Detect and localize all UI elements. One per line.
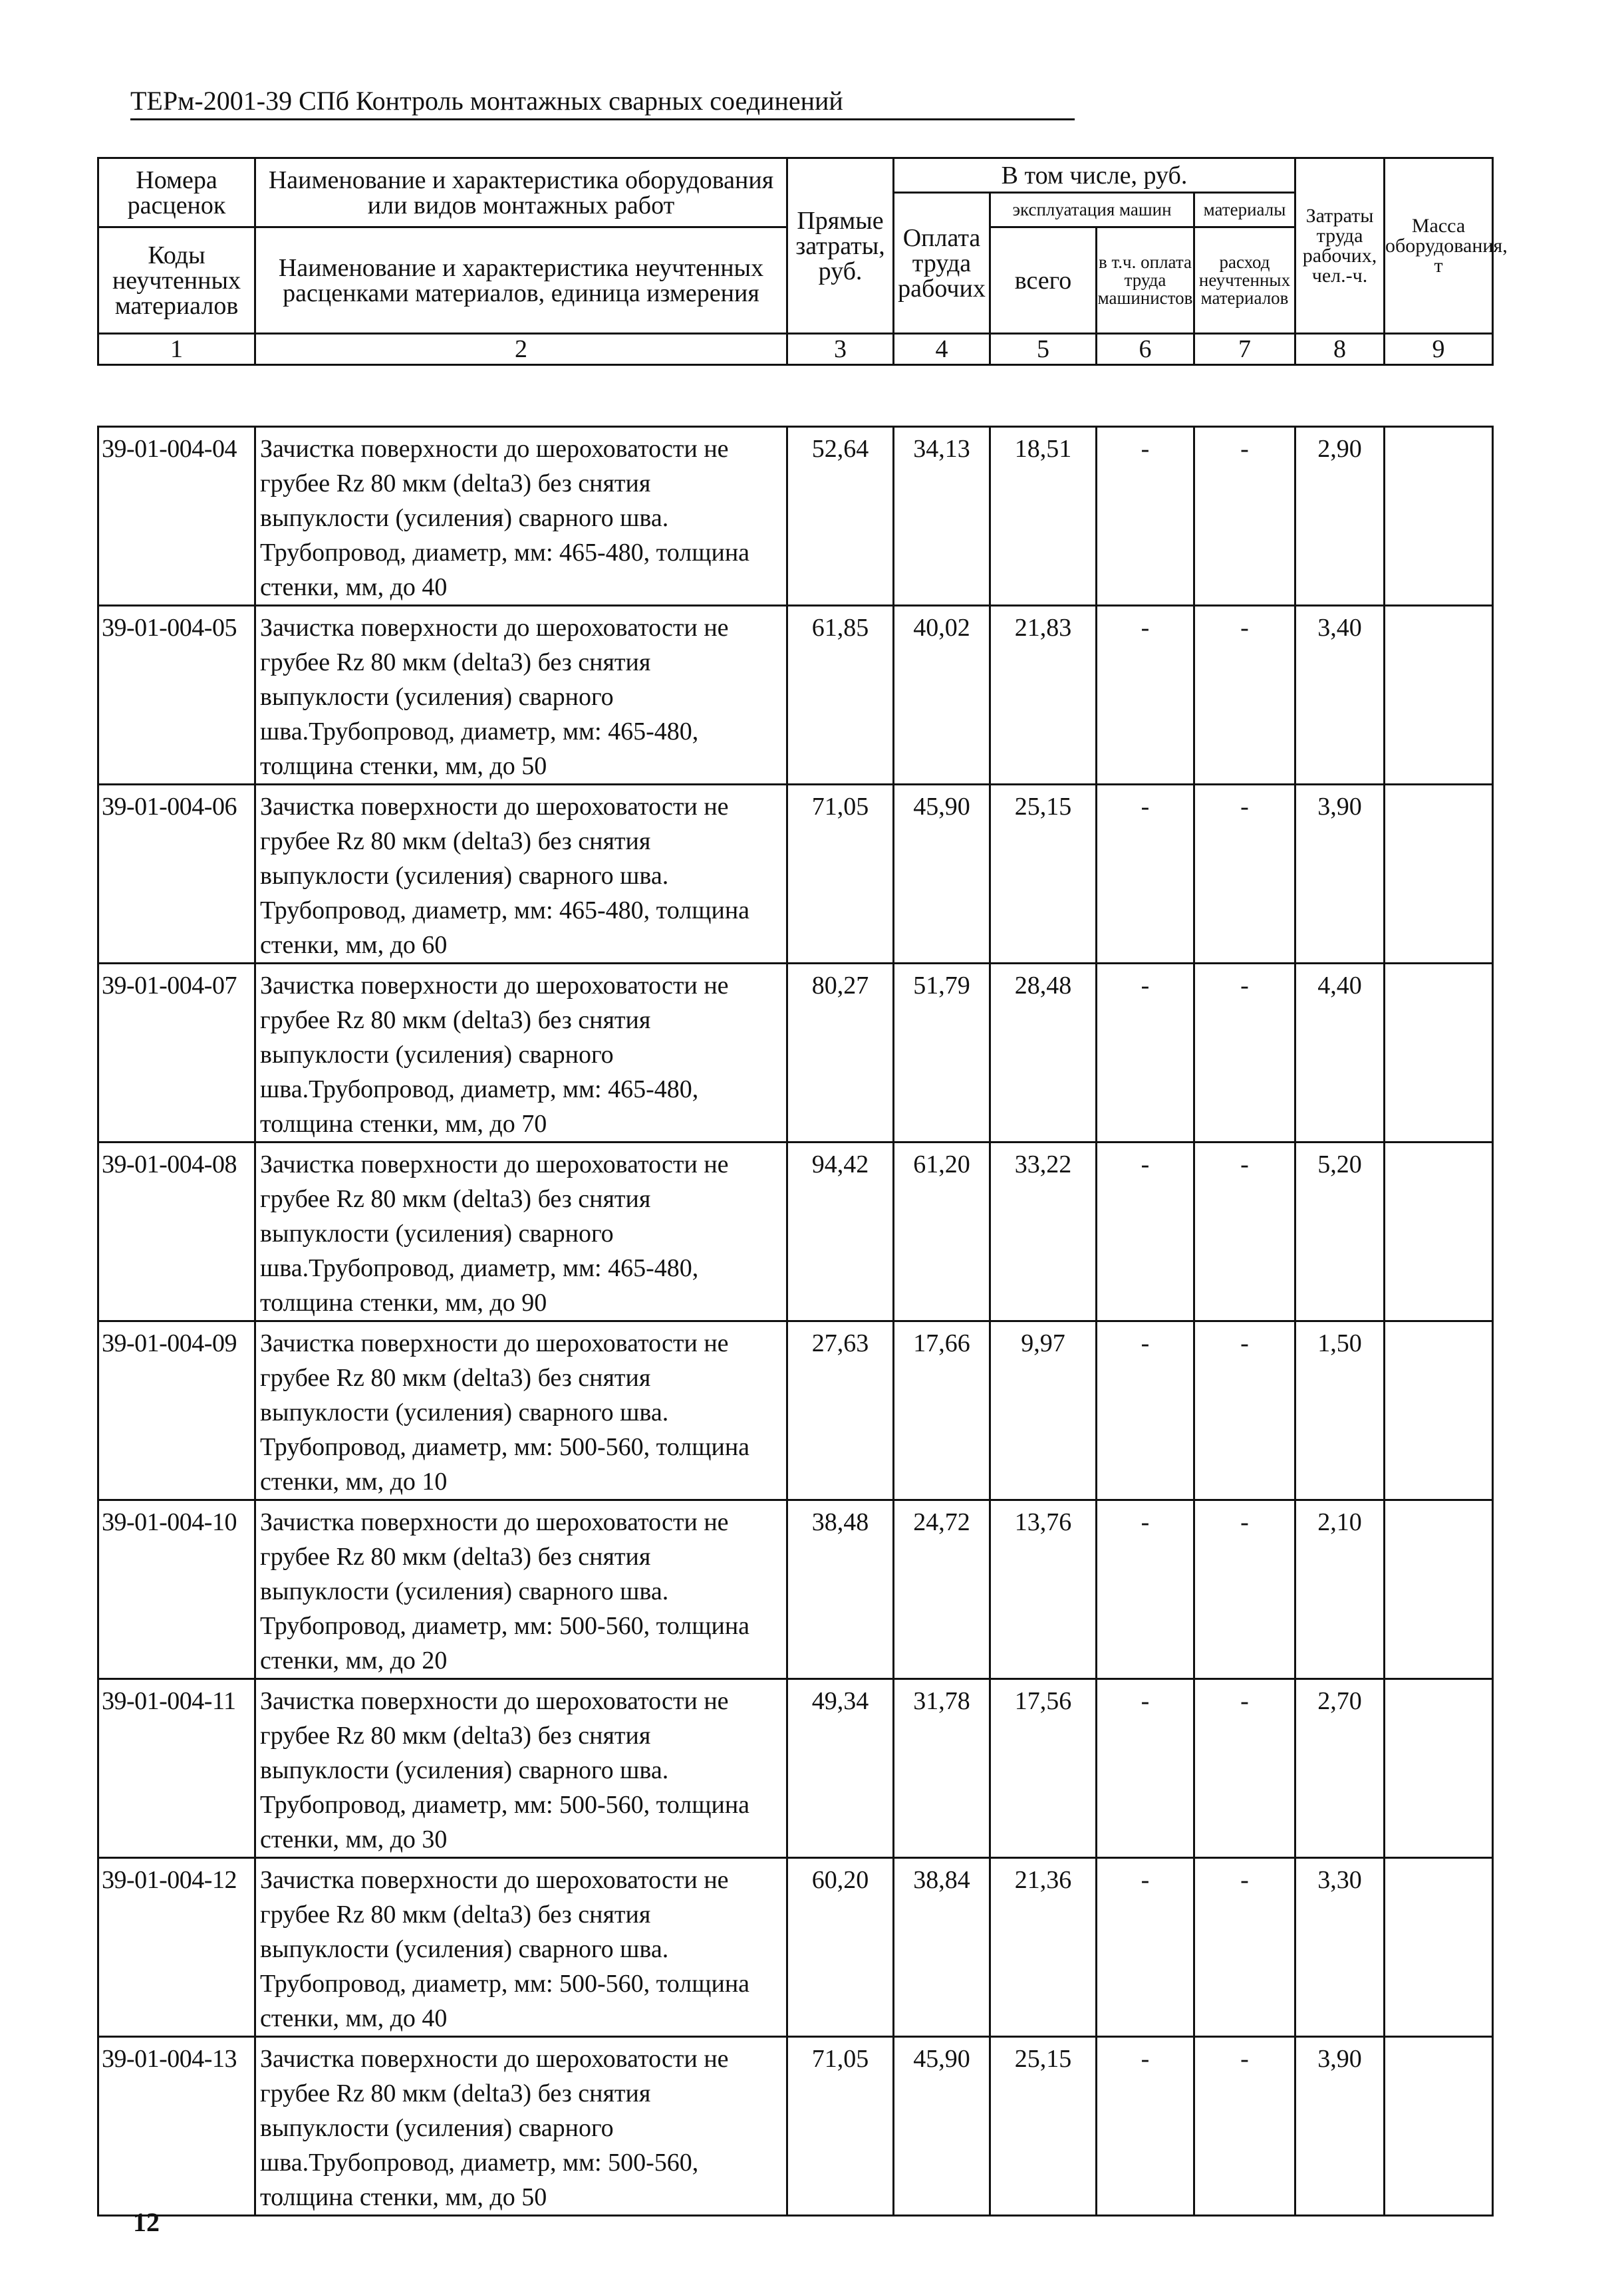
equipment-mass-value (1385, 606, 1493, 785)
materials-value: - (1194, 1679, 1295, 1858)
labor-pay-value: 51,79 (894, 964, 990, 1142)
rate-code: 39-01-004-10 (98, 1500, 255, 1679)
machinist-pay-value: - (1097, 785, 1194, 964)
work-description: Зачистка поверхности до шероховатости не грубее Rz 80 мкм (delta3) без снятия выпуклости (усиления) сварного шва.Трубопровод, диаметр, мм: 465-480, толщина стенки, мм, до 50 (255, 606, 787, 785)
work-description: Зачистка поверхности до шероховатости не грубее Rz 80 мкм (delta3) без снятия выпуклости (усиления) сварного шва.Трубопровод, диаметр, мм: 500-560, толщина стенки, мм, до 50 (255, 2037, 787, 2216)
equipment-mass-value (1385, 1679, 1493, 1858)
labor-hours-value: 3,90 (1295, 2037, 1385, 2216)
materials-value: - (1194, 964, 1295, 1142)
equipment-mass-value (1385, 1500, 1493, 1679)
labor-pay-value: 31,78 (894, 1679, 990, 1858)
direct-costs-value: 60,20 (787, 1858, 894, 2037)
rate-code: 39-01-004-08 (98, 1142, 255, 1321)
machines-total-value: 13,76 (990, 1500, 1097, 1679)
direct-costs-value: 61,85 (787, 606, 894, 785)
direct-costs-value: 94,42 (787, 1142, 894, 1321)
labor-hours-value: 2,70 (1295, 1679, 1385, 1858)
machines-total-value: 17,56 (990, 1679, 1097, 1858)
machines-total-value: 25,15 (990, 785, 1097, 964)
page-number: 12 (133, 2207, 160, 2237)
machines-total-value: 33,22 (990, 1142, 1097, 1321)
col-number: 1 (98, 334, 255, 365)
rates-numbers-header: Номера расценок (98, 158, 255, 227)
rate-code: 39-01-004-06 (98, 785, 255, 964)
col-number: 5 (990, 334, 1097, 365)
labor-pay-value: 61,20 (894, 1142, 990, 1321)
equipment-mass-value (1385, 964, 1493, 1142)
equipment-mass-value (1385, 1321, 1493, 1500)
materials-name-header: Наименование и характеристика неучтенных расценками материалов, единица измерения (255, 227, 787, 334)
work-description: Зачистка поверхности до шероховатости не грубее Rz 80 мкм (delta3) без снятия выпуклости (усиления) сварного шва. Трубопровод, диаметр, мм: 465-480, толщина стенки, мм, до 60 (255, 785, 787, 964)
rate-code: 39-01-004-13 (98, 2037, 255, 2216)
column-numbers-row (98, 334, 1493, 365)
direct-costs-value: 38,48 (787, 1500, 894, 1679)
rate-code: 39-01-004-07 (98, 964, 255, 1142)
machines-total-value: 28,48 (990, 964, 1097, 1142)
page-header: ТЕРм-2001-39 СПб Контроль монтажных сварных соединений (130, 85, 1075, 120)
labor-pay-header: Оплата труда рабочих (894, 193, 990, 334)
machine-operation-header: эксплуатация машин (990, 193, 1194, 227)
materials-value: - (1194, 1858, 1295, 2037)
equipment-mass-value (1385, 1858, 1493, 2037)
work-description: Зачистка поверхности до шероховатости не грубее Rz 80 мкм (delta3) без снятия выпуклости (усиления) сварного шва. Трубопровод, диаметр, мм: 465-480, толщина стенки, мм, до 40 (255, 427, 787, 606)
labor-pay-value: 24,72 (894, 1500, 990, 1679)
direct-costs-header: Прямые затраты, руб. (787, 158, 894, 334)
col-number: 4 (894, 334, 990, 365)
labor-hours-value: 2,10 (1295, 1500, 1385, 1679)
rates-table (97, 426, 1494, 2217)
work-description: Зачистка поверхности до шероховатости не грубее Rz 80 мкм (delta3) без снятия выпуклости (усиления) сварного шва. Трубопровод, диаметр, мм: 500-560, толщина стенки, мм, до 10 (255, 1321, 787, 1500)
labor-hours-value: 3,30 (1295, 1858, 1385, 2037)
work-name-header: Наименование и характеристика оборудования или видов монтажных работ (255, 158, 787, 227)
machinist-pay-value: - (1097, 964, 1194, 1142)
materials-value: - (1194, 1142, 1295, 1321)
direct-costs-value: 27,63 (787, 1321, 894, 1500)
materials-value: - (1194, 427, 1295, 606)
machines-total-header: всего (990, 227, 1097, 334)
machines-total-value: 21,83 (990, 606, 1097, 785)
materials-value: - (1194, 1500, 1295, 1679)
labor-pay-value: 34,13 (894, 427, 990, 606)
rate-code: 39-01-004-12 (98, 1858, 255, 2037)
codes-header: Коды неучтенных материалов (98, 227, 255, 334)
direct-costs-value: 71,05 (787, 2037, 894, 2216)
machinist-pay-value: - (1097, 1858, 1194, 2037)
machinist-pay-value: - (1097, 1142, 1194, 1321)
col-number: 6 (1097, 334, 1194, 365)
labor-hours-value: 3,90 (1295, 785, 1385, 964)
table-row (98, 964, 1493, 1142)
machinist-pay-value: - (1097, 1500, 1194, 1679)
direct-costs-value: 52,64 (787, 427, 894, 606)
direct-costs-value: 49,34 (787, 1679, 894, 1858)
direct-costs-value: 71,05 (787, 785, 894, 964)
table-row (98, 1142, 1493, 1321)
machinist-pay-value: - (1097, 427, 1194, 606)
labor-pay-value: 40,02 (894, 606, 990, 785)
machinist-pay-value: - (1097, 1679, 1194, 1858)
machinist-pay-value: - (1097, 606, 1194, 785)
work-description: Зачистка поверхности до шероховатости не грубее Rz 80 мкм (delta3) без снятия выпуклости (усиления) сварного шва. Трубопровод, диаметр, мм: 500-560, толщина стенки, мм, до 40 (255, 1858, 787, 2037)
col-number: 8 (1295, 334, 1385, 365)
labor-pay-value: 45,90 (894, 2037, 990, 2216)
col-number: 9 (1385, 334, 1493, 365)
machines-total-value: 9,97 (990, 1321, 1097, 1500)
rate-code: 39-01-004-04 (98, 427, 255, 606)
labor-hours-value: 2,90 (1295, 427, 1385, 606)
column-header-table (97, 157, 1508, 366)
work-description: Зачистка поверхности до шероховатости не грубее Rz 80 мкм (delta3) без снятия выпуклости (усиления) сварного шва. Трубопровод, диаметр, мм: 500-560, толщина стенки, мм, до 20 (255, 1500, 787, 1679)
col-number: 3 (787, 334, 894, 365)
table-row (98, 1858, 1493, 2037)
equipment-mass-value (1385, 1142, 1493, 1321)
table-row (98, 1321, 1493, 1500)
table-row (98, 606, 1493, 785)
machines-total-value: 18,51 (990, 427, 1097, 606)
table-row (98, 2037, 1493, 2216)
labor-hours-value: 1,50 (1295, 1321, 1385, 1500)
col-number: 7 (1194, 334, 1295, 365)
materials-value: - (1194, 1321, 1295, 1500)
labor-pay-value: 38,84 (894, 1858, 990, 2037)
labor-hours-value: 4,40 (1295, 964, 1385, 1142)
machines-total-value: 21,36 (990, 1858, 1097, 2037)
materials-value: - (1194, 2037, 1295, 2216)
labor-hours-value: 3,40 (1295, 606, 1385, 785)
machinist-pay-value: - (1097, 2037, 1194, 2216)
equipment-mass-header: Масса оборудования, т (1385, 158, 1493, 334)
labor-pay-value: 17,66 (894, 1321, 990, 1500)
col-number: 2 (255, 334, 787, 365)
table-row (98, 785, 1493, 964)
machinist-pay-value: - (1097, 1321, 1194, 1500)
work-description: Зачистка поверхности до шероховатости не грубее Rz 80 мкм (delta3) без снятия выпуклости (усиления) сварного шва. Трубопровод, диаметр, мм: 500-560, толщина стенки, мм, до 30 (255, 1679, 787, 1858)
table-row (98, 1679, 1493, 1858)
equipment-mass-value (1385, 427, 1493, 606)
equipment-mass-value (1385, 785, 1493, 964)
machinist-pay-header: в т.ч. оплата труда машинистов (1097, 227, 1194, 334)
rate-code: 39-01-004-05 (98, 606, 255, 785)
materials-value: - (1194, 606, 1295, 785)
equipment-mass-value (1385, 2037, 1493, 2216)
materials-header: материалы (1194, 193, 1295, 227)
machines-total-value: 25,15 (990, 2037, 1097, 2216)
labor-hours-value: 5,20 (1295, 1142, 1385, 1321)
work-description: Зачистка поверхности до шероховатости не грубее Rz 80 мкм (delta3) без снятия выпуклости (усиления) сварного шва.Трубопровод, диаметр, мм: 465-480, толщина стенки, мм, до 90 (255, 1142, 787, 1321)
table-row (98, 427, 1493, 606)
rate-code: 39-01-004-11 (98, 1679, 255, 1858)
labor-costs-header: Затраты труда рабочих, чел.-ч. (1295, 158, 1385, 334)
work-description: Зачистка поверхности до шероховатости не грубее Rz 80 мкм (delta3) без снятия выпуклости (усиления) сварного шва.Трубопровод, диаметр, мм: 465-480, толщина стенки, мм, до 70 (255, 964, 787, 1142)
including-header: В том числе, руб. (894, 158, 1295, 193)
materials-value: - (1194, 785, 1295, 964)
unaccounted-materials-header: расход неучтенных материалов (1194, 227, 1295, 334)
labor-pay-value: 45,90 (894, 785, 990, 964)
rate-code: 39-01-004-09 (98, 1321, 255, 1500)
table-row (98, 1500, 1493, 1679)
direct-costs-value: 80,27 (787, 964, 894, 1142)
